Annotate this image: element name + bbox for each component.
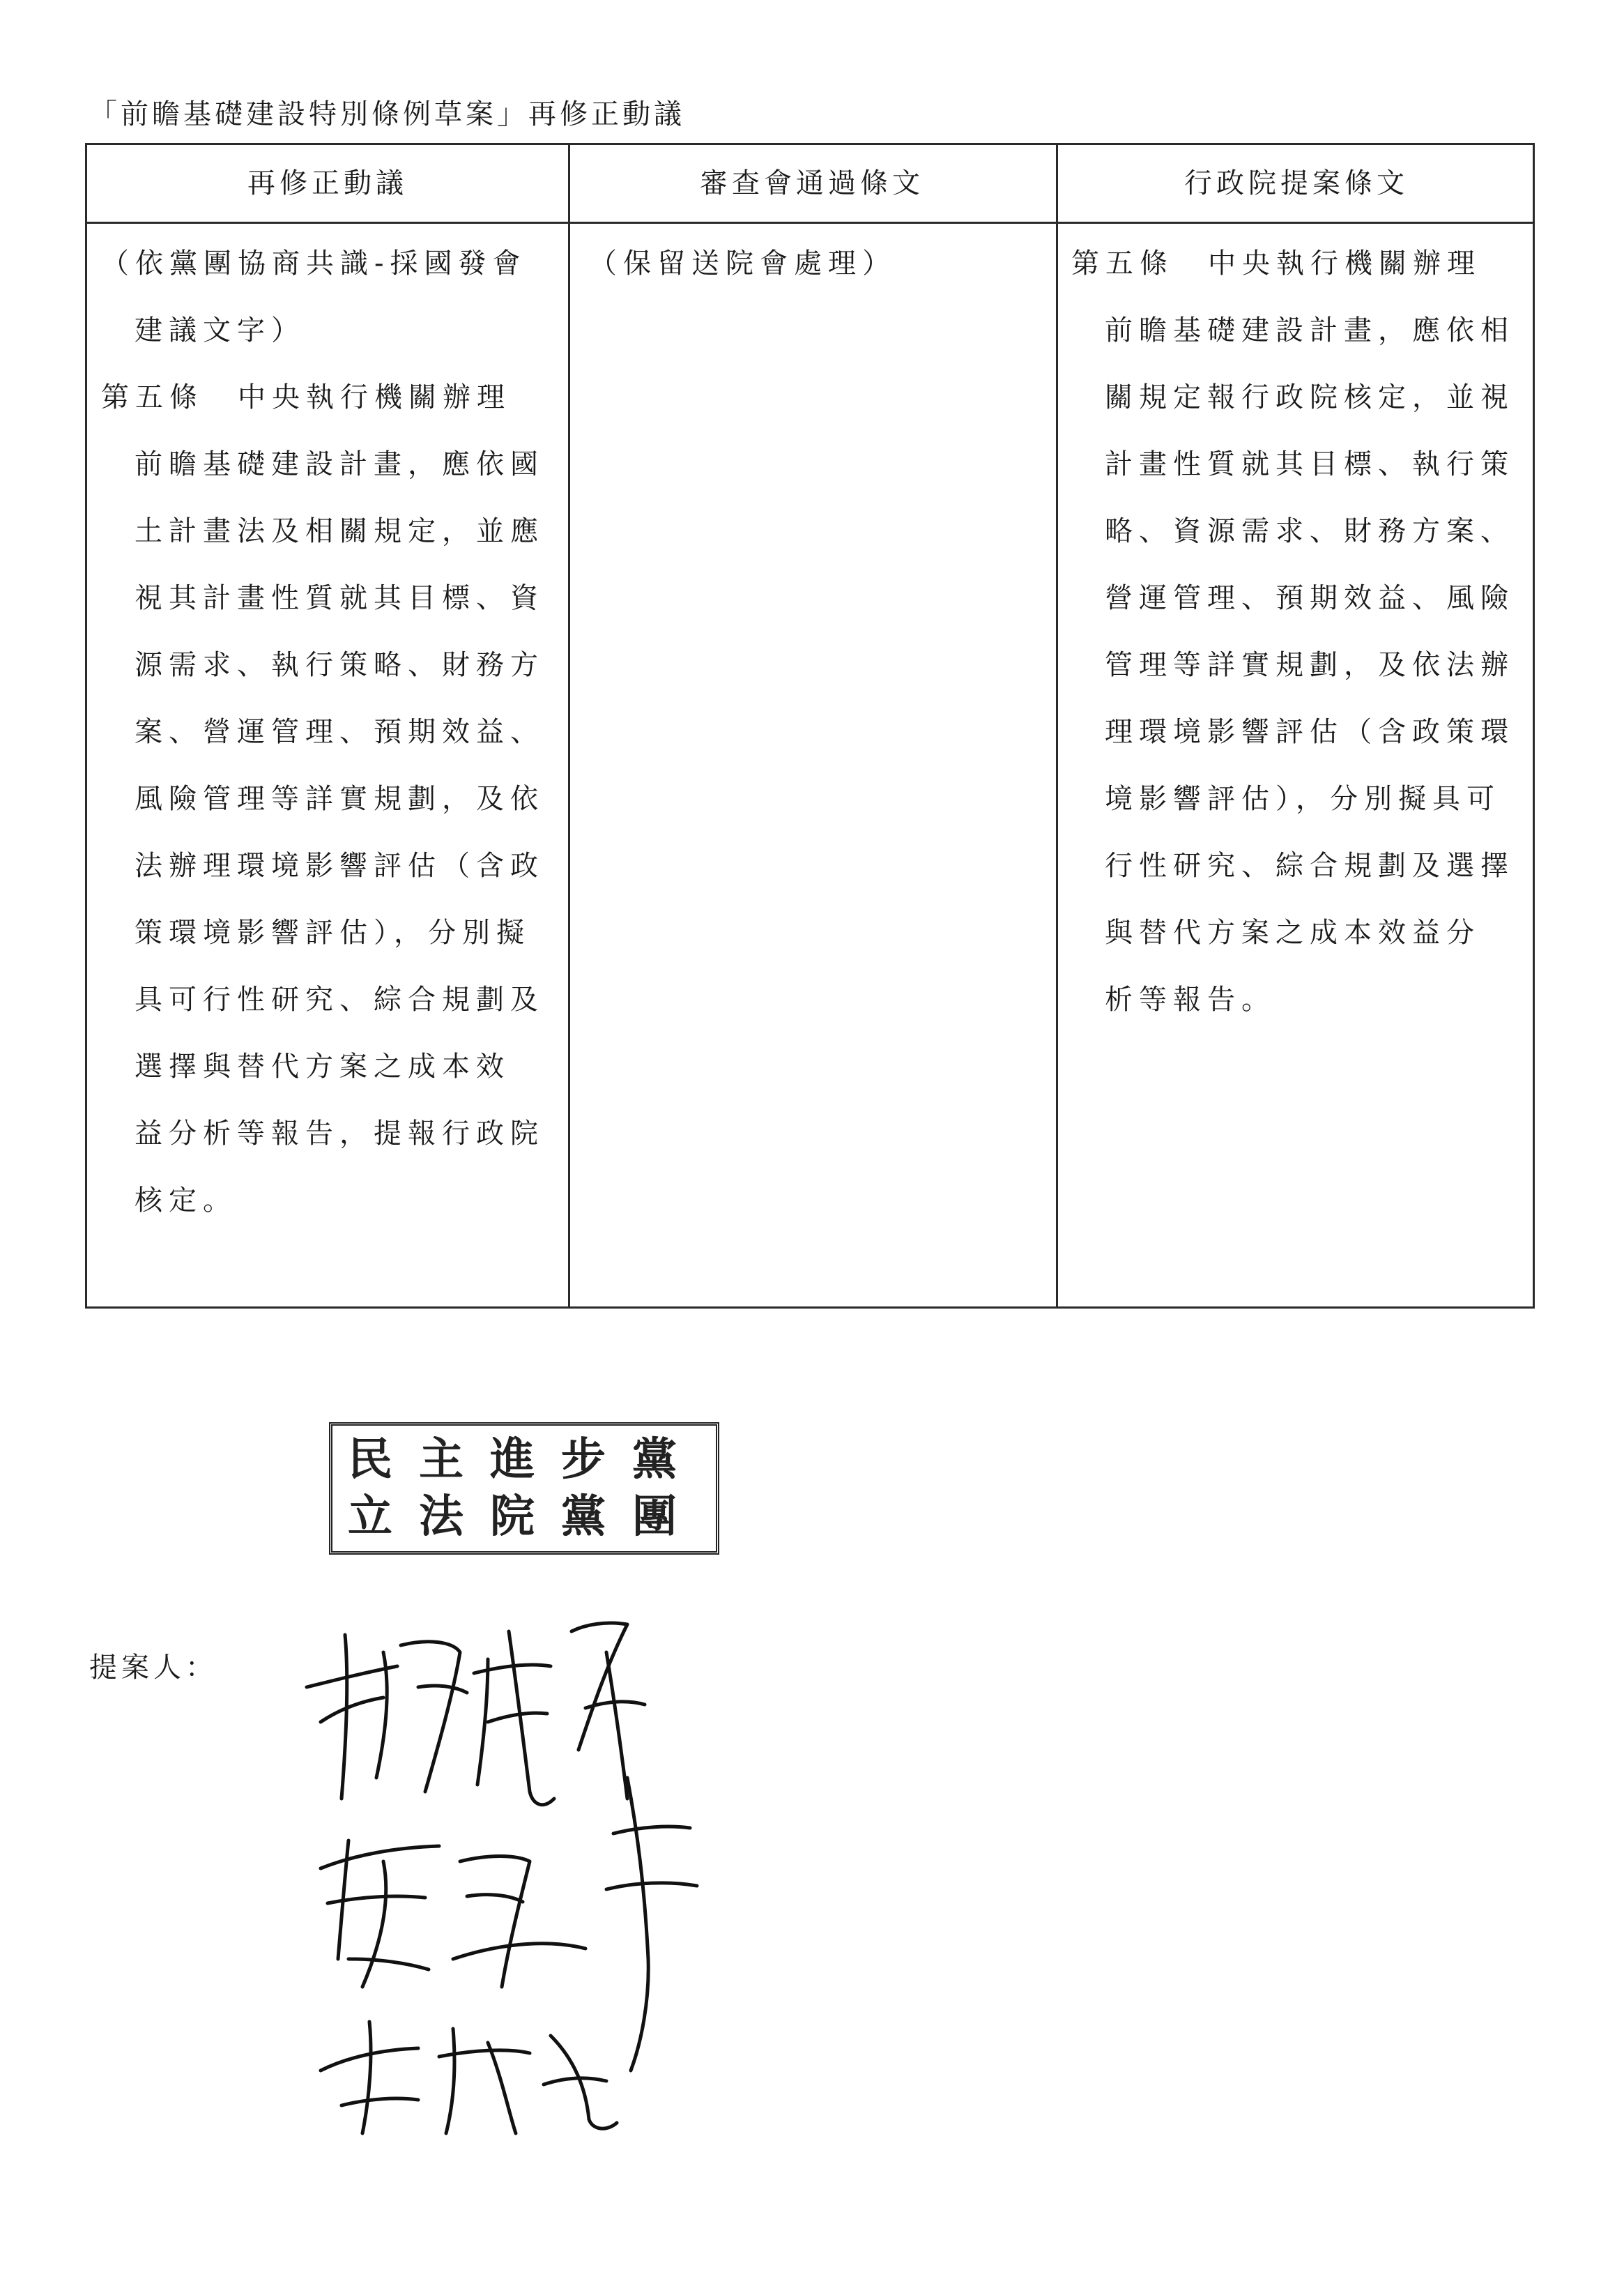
text-line: 前瞻基礎建設計畫，應依國 xyxy=(135,448,544,480)
text-line: 計畫性質就其目標、執行策 xyxy=(1105,448,1515,480)
text-line: 境影響評估），分別擬具可 xyxy=(1105,783,1501,815)
text-line: 策環境影響評估），分別擬 xyxy=(135,917,530,949)
handwritten-signatures xyxy=(279,1569,781,2140)
text-line: 源需求、執行策略、財務方 xyxy=(135,649,544,681)
text-line: 行性研究、綜合規劃及選擇 xyxy=(1105,850,1515,882)
header-cell-committee: 審查會通過條文 xyxy=(700,167,924,199)
column-divider xyxy=(568,145,570,1306)
column-committee-text xyxy=(589,230,1049,297)
text-line: 具可行性研究、綜合規劃及 xyxy=(135,984,544,1016)
text-line: 管理等詳實規劃，及依法辦 xyxy=(1105,649,1515,681)
header-cell-executive: 行政院提案條文 xyxy=(1184,167,1409,199)
document-title: 「前瞻基礎建設特別條例草案」再修正動議 xyxy=(89,98,685,130)
text-line: 析等報告。 xyxy=(1105,984,1276,1016)
text-line: 案、營運管理、預期效益、 xyxy=(135,716,544,748)
stamp-line-party: 民主進步黨 xyxy=(348,1433,703,1486)
text-line: 視其計畫性質就其目標、資 xyxy=(135,582,544,614)
text-line: 建議文字） xyxy=(135,314,305,346)
stamp-line-caucus: 立法院黨團 xyxy=(348,1491,703,1543)
text-line: 風險管理等詳實規劃，及依 xyxy=(135,783,544,815)
column-executive-text xyxy=(1071,230,1531,1033)
header-cell-amendment: 再修正動議 xyxy=(247,167,408,199)
text-line: 選擇與替代方案之成本效 xyxy=(135,1051,510,1083)
text-line: （保留送院會處理） xyxy=(589,247,896,280)
text-line: 第五條 中央執行機關辦理 xyxy=(101,381,511,413)
text-line: （依黨團協商共識-採國發會 xyxy=(101,247,527,280)
text-line: 營運管理、預期效益、風險 xyxy=(1105,582,1515,614)
party-caucus-stamp xyxy=(329,1422,719,1555)
proposer-label: 提案人： xyxy=(89,1652,217,1684)
text-line: 第五條 中央執行機關辦理 xyxy=(1071,247,1481,280)
column-divider xyxy=(1056,145,1058,1306)
text-line: 法辦理環境影響評估（含政 xyxy=(135,850,544,882)
text-line: 與替代方案之成本效益分 xyxy=(1105,917,1480,949)
text-line: 關規定報行政院核定，並視 xyxy=(1105,381,1515,413)
amendment-table xyxy=(85,143,1535,1309)
column-amendment-text xyxy=(101,230,561,1234)
text-line: 前瞻基礎建設計畫，應依相 xyxy=(1105,314,1515,346)
text-line: 理環境影響評估（含政策環 xyxy=(1105,716,1515,748)
text-line: 略、資源需求、財務方案、 xyxy=(1105,515,1515,547)
text-line: 益分析等報告，提報行政院 xyxy=(135,1118,544,1150)
text-line: 核定。 xyxy=(135,1184,237,1217)
header-divider xyxy=(87,222,1533,224)
text-line: 土計畫法及相關規定，並應 xyxy=(135,515,544,547)
